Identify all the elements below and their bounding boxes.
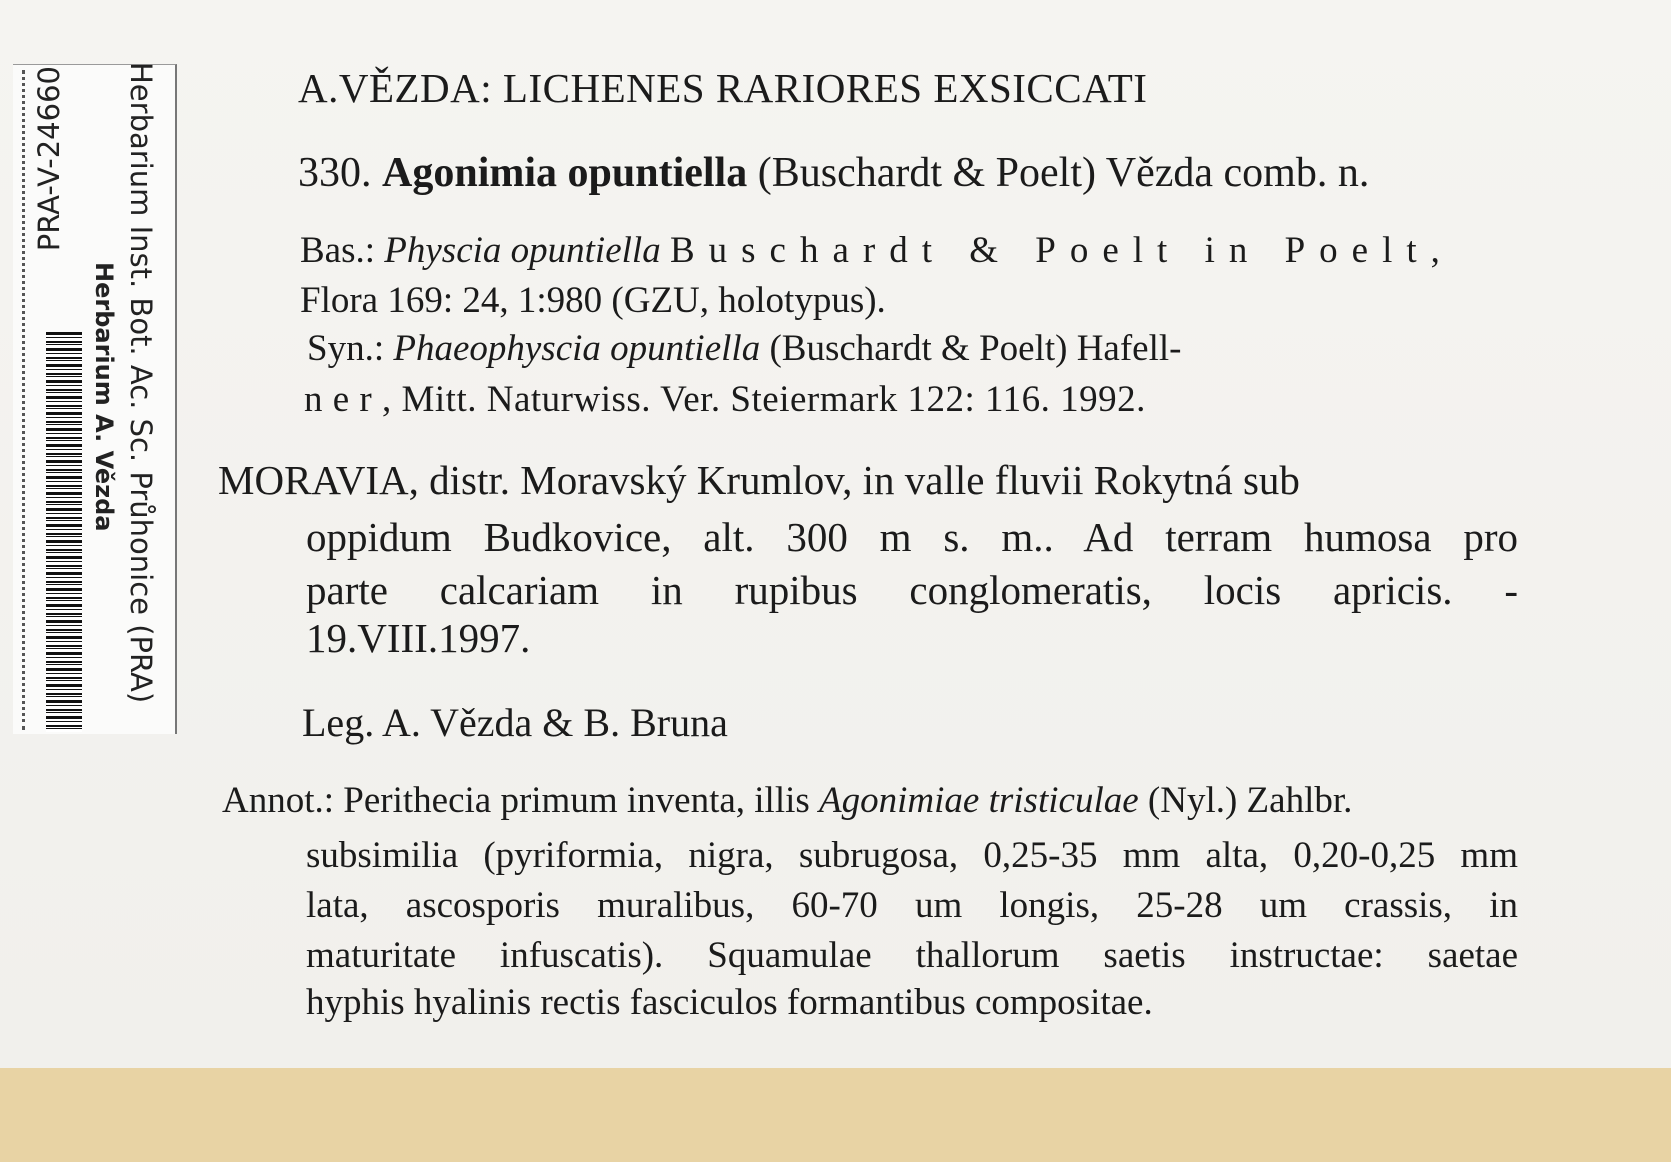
annotation-line: lata, ascosporis muralibus, 60-70 um longis, 25-28 um crassis, in — [306, 885, 1518, 926]
basionym-author: Buschardt & Poelt in Poelt, — [669, 230, 1454, 271]
institution-name: Herbarium Inst. Bot. Ac. Sc. Průhonice (PRA) — [124, 62, 158, 704]
synonym-name: Phaeophyscia opuntiella — [393, 328, 761, 369]
annotation-prefix: Annot.: — [222, 780, 335, 821]
basionym-name: Physcia opuntiella — [384, 230, 661, 271]
synonym-line — [307, 330, 1181, 367]
annotation-text: Perithecia primum inventa, illis — [343, 780, 810, 821]
synonym-citation: n e r , Mitt. Naturwiss. Ver. Steiermark 122: 116. 1992. — [304, 379, 1146, 420]
collectors: Leg. A. Vězda & B. Bruna — [302, 700, 728, 745]
annotation-line: hyphis hyalinis rectis fasciculos formantibus compositae. — [306, 982, 1153, 1023]
synonym-prefix: Syn.: — [307, 328, 385, 369]
basionym-prefix: Bas.: — [300, 230, 376, 271]
exsiccata-number: 330. — [298, 150, 372, 196]
sheet-background — [0, 1068, 1671, 1162]
locality-line: oppidum Budkovice, alt. 300 m s. m.. Ad terram humosa pro — [306, 514, 1518, 560]
basionym-citation: Flora 169: 24, 1:980 (GZU, holotypus). — [300, 280, 886, 321]
collection-date: 19.VIII.1997. — [306, 615, 531, 661]
synonym-author: (Buschardt & Poelt) Hafell- — [769, 328, 1182, 369]
basionym-line — [300, 232, 1454, 269]
species-authority: (Buschardt & Poelt) Vězda comb. n. — [757, 150, 1370, 196]
annotation-first-line — [222, 782, 1352, 819]
specimen-id: PRA-V-24660 — [32, 66, 66, 252]
perforation-line — [22, 70, 25, 730]
annotation-taxon: Agonimiae tristiculae — [819, 780, 1139, 821]
barcode — [46, 332, 82, 732]
species-heading — [298, 152, 1369, 194]
annotation-line: subsimilia (pyriformia, nigra, subrugosa, 0,25-35 mm alta, 0,20-0,25 mm — [306, 835, 1518, 876]
locality-line: parte calcariam in rupibus conglomeratis, locis apricis. - — [306, 567, 1518, 613]
herbarium-name: Herbarium A. Vězda — [90, 262, 118, 532]
annotation-line: maturitate infuscatis). Squamulae thallorum saetis instructae: saetae — [306, 935, 1518, 976]
series-title: A.VĚZDA: LICHENES RARIORES EXSICCATI — [298, 65, 1148, 111]
species-name: Agonimia opuntiella — [382, 150, 748, 196]
annotation-taxon-authority: (Nyl.) Zahlbr. — [1147, 780, 1353, 821]
locality-line: MORAVIA, distr. Moravský Krumlov, in valle fluvii Rokytná sub — [218, 457, 1300, 503]
